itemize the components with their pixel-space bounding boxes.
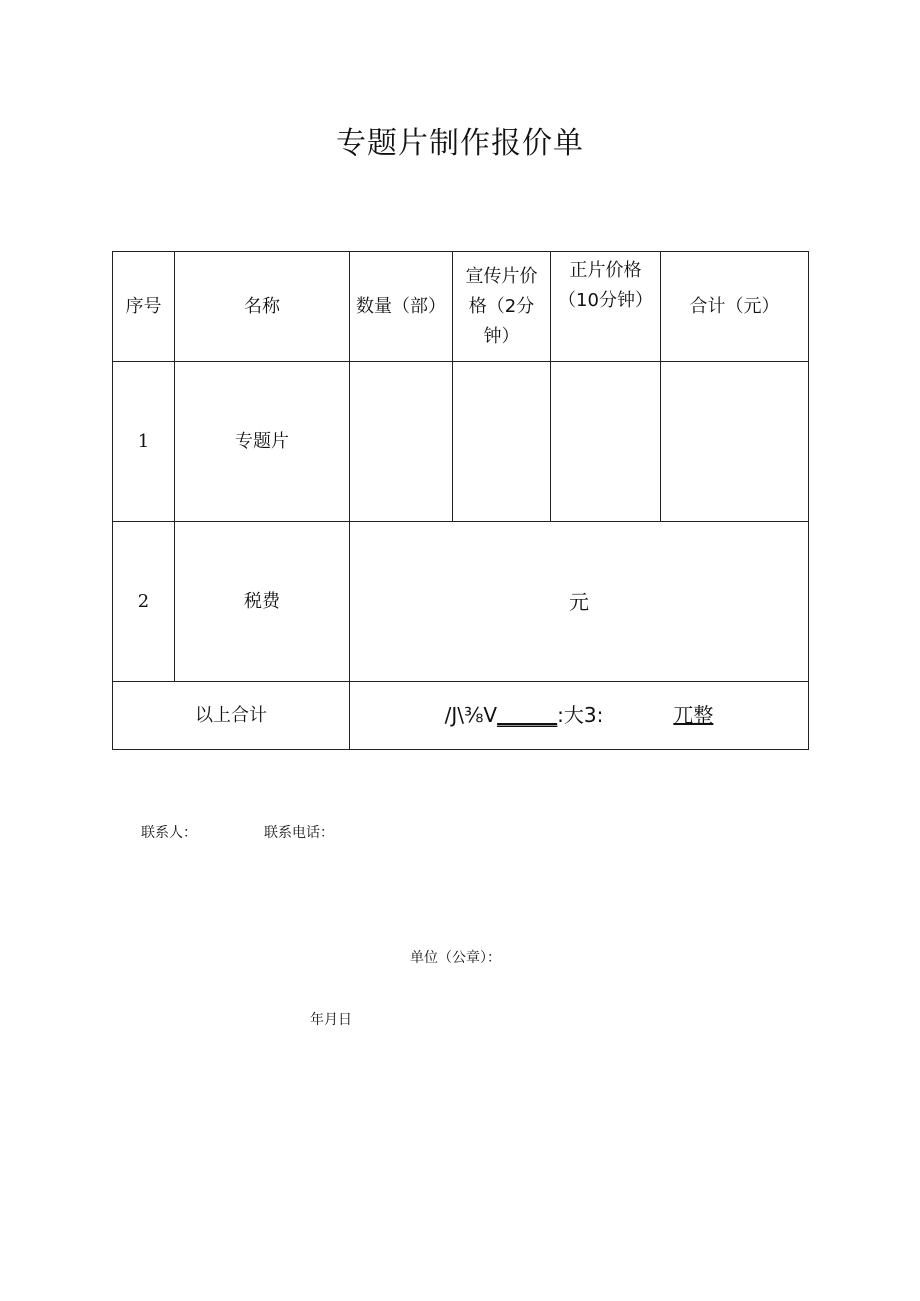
quote-table	[112, 251, 809, 750]
row-total-cell	[661, 362, 809, 522]
row-name: 税费	[175, 522, 350, 682]
row-index: 2	[113, 522, 175, 682]
row-name: 专题片	[175, 362, 350, 522]
tax-value: 元	[350, 522, 809, 682]
contact-person-label: 联系人：	[141, 825, 197, 841]
header-name: 名称	[175, 252, 350, 362]
date-label: 年月日	[310, 1012, 352, 1028]
header-quantity: 数量（部）	[350, 252, 453, 362]
summary-blank: ______	[497, 702, 558, 727]
row-quantity-cell	[350, 362, 453, 522]
summary-lead: /J\⅜V	[444, 702, 498, 727]
header-promo-price: 宣传片价格（2分钟）	[453, 252, 551, 362]
header-feature-price: 正片价格（10分钟）	[551, 252, 661, 362]
contact-phone-label: 联系电话：	[264, 825, 334, 841]
header-total: 合计（元）	[661, 252, 809, 362]
header-index: 序号	[113, 252, 175, 362]
table-row	[113, 522, 809, 682]
table-row	[113, 362, 809, 522]
summary-label: 以上合计	[113, 682, 350, 750]
row-feature-price-cell	[551, 362, 661, 522]
summary-unit: 兀整	[673, 702, 714, 727]
page-title: 专题片制作报价单	[336, 126, 584, 161]
company-seal-label: 单位（公章）：	[410, 950, 501, 966]
header-row	[113, 252, 809, 362]
summary-amount	[350, 682, 809, 750]
summary-middle: :大3:	[557, 702, 604, 727]
row-index: 1	[113, 362, 175, 522]
summary-row	[113, 682, 809, 750]
row-promo-price-cell	[453, 362, 551, 522]
